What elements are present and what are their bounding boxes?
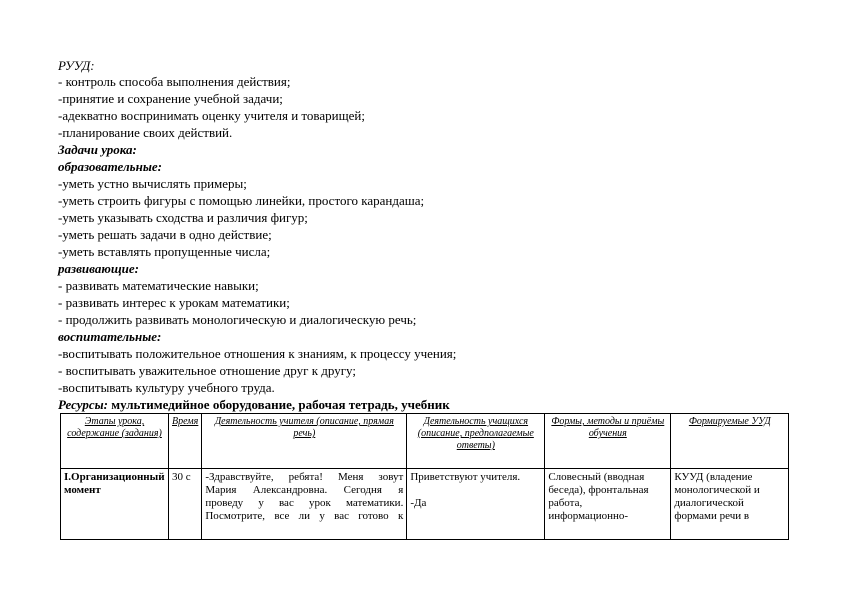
table-header-row [61,414,789,469]
student-line [410,484,541,497]
ruud-item: - контроль способа выполнения действия; [58,74,291,89]
educational-item: -уметь вставлять пропущенные числа; [58,244,271,259]
teacher-line: проведу у вас урок математики. [205,497,404,509]
resources-line [58,397,450,413]
header-uud: Формируемые УУД [671,414,789,469]
forms-methods-cell [545,469,671,540]
educational-heading: образовательные: [58,159,162,174]
forms-line: Словесный (вводная [548,471,645,483]
student-line: -Да [410,497,427,509]
forms-line: информационно- [548,510,629,522]
stage-cell: I.Организационный момент [61,469,169,540]
upbringing-item: -воспитывать положительное отношения к знаниям, к процессу учения; [58,346,457,361]
ruud-item: -принятие и сохранение учебной задачи; [58,91,283,106]
educational-item: -уметь указывать сходства и различия фигур; [58,210,308,225]
ruud-item: -адекватно воспринимать оценку учителя и товарищей; [58,108,365,123]
developing-item: - развивать интерес к урокам математики; [58,295,290,310]
header-teacher-activity: Деятельность учителя (описание, прямая речь) [202,414,407,469]
ruud-heading: РУУД: [58,58,95,73]
upbringing-item: -воспитывать культуру учебного труда. [58,380,275,395]
student-activity-cell [407,469,545,540]
teacher-line: Мария Александровна. Сегодня я [205,484,404,496]
educational-item: -уметь решать задачи в одно действие; [58,227,272,242]
educational-item: -уметь устно вычислять примеры; [58,176,247,191]
forms-line: работа, [548,497,583,509]
developing-heading: развивающие: [58,261,139,276]
developing-item: - продолжить развивать монологическую и диалогическую речь; [58,312,417,327]
uud-line: диалогической [674,497,744,509]
header-stages: Этапы урока, содержание (задания) [61,414,169,469]
uud-line: формами речи в [674,510,750,522]
ruud-item: -планирование своих действий. [58,125,233,140]
lesson-plan-table [60,413,789,540]
resources-text: мультимедийное оборудование, рабочая тетрадь, учебник [107,397,450,412]
uud-line: КУУД (владение [674,471,753,483]
resources-label: Ресурсы: [58,397,108,412]
student-line: Приветствуют учителя. [410,471,521,483]
upbringing-item: - воспитывать уважительное отношение друг к другу; [58,363,356,378]
teacher-line: Посмотрите, все ли у вас готово к [205,510,404,522]
table-row [61,469,789,540]
time-cell: 30 с [169,469,202,540]
tasks-heading: Задачи урока: [58,142,137,157]
header-time: Время [169,414,202,469]
uud-cell [671,469,789,540]
educational-item: -уметь строить фигуры с помощью линейки, простого карандаша; [58,193,425,208]
header-forms-methods: Формы, методы и приёмы обучения [545,414,671,469]
header-student-activity: Деятельность учащихся (описание, предполагаемые ответы) [407,414,545,469]
teacher-line: -Здравствуйте, ребята! Меня зовут [205,471,404,483]
upbringing-heading: воспитательные: [58,329,162,344]
uud-line: монологической и [674,484,760,496]
teacher-activity-cell [202,469,407,540]
developing-item: - развивать математические навыки; [58,278,259,293]
forms-line: беседа), фронтальная [548,484,649,496]
